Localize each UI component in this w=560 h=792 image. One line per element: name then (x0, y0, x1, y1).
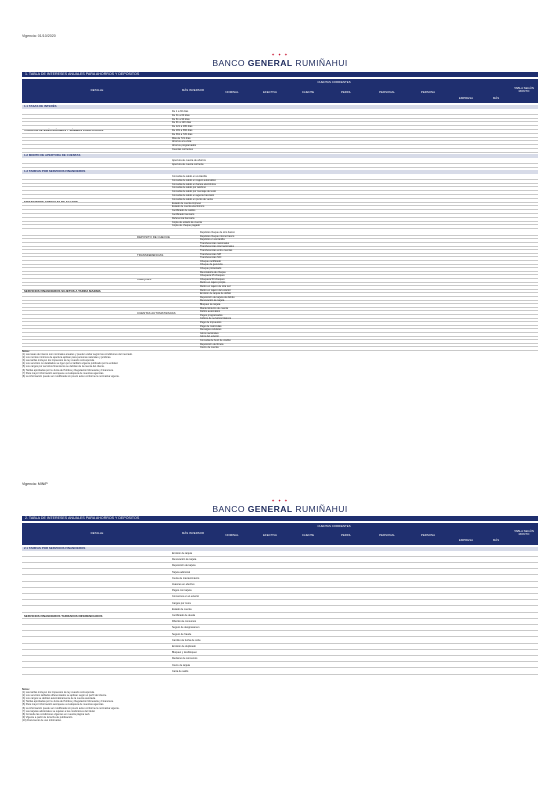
row-label: Consulta de buró de crédito (200, 339, 231, 342)
bank-logo-2 (0, 498, 560, 514)
header-cuentas: CUENTAS CORRIENTES (317, 80, 351, 84)
header-empresa: EMPRESA (458, 538, 474, 542)
row-label: Cuota de mantenimiento (172, 576, 200, 580)
row-label: Cuentas corrientes (172, 148, 193, 151)
table-header-2 (22, 523, 538, 545)
row-label: Cheque protestado (200, 267, 222, 270)
vigencia-label: Vigencia: 01/10/2020 (22, 34, 56, 38)
row-label: Referencia bancaria (172, 216, 195, 220)
note-line: (9) Vigente a partir de la fecha de publicación. (22, 715, 73, 719)
group-label-consulta: FINANCIEROS CONSULTA DE SALDOS (24, 200, 78, 204)
header-persona: PERSONA (420, 90, 436, 94)
header-empresa: EMPRESA (458, 96, 474, 100)
row-label: Diferido de consumos (172, 620, 197, 624)
table-row (22, 664, 538, 669)
note-line: (7) Las tarjetas adicionales se sujetan a las condiciones del titular. (22, 709, 96, 713)
table-title-banner: 1. TABLA DE INTERESES ANUALES PARA AHORROS Y DEPÓSITOS (22, 72, 538, 77)
row-label: Revocatoria de cheque (200, 270, 226, 274)
logo-word-2: GENERAL (247, 504, 293, 514)
header-nominal: NOMINAL (225, 533, 239, 537)
row-label: Seguro de desgravamen (172, 626, 200, 630)
row-label: Consulta de saldo en agente bancario (172, 194, 215, 197)
row-label: Pagos con tarjeta (172, 589, 192, 593)
rows-consulta (22, 175, 538, 229)
header-personal: PERSONAL (379, 533, 395, 537)
table-title-banner-2: 2. TABLA DE INTERESES ANUALES PARA AHORROS Y DEPÓSITOS (22, 516, 538, 521)
row-label: Carta de saldo (172, 669, 189, 673)
section-tasas: 1.1 TASAS DE INTERÉS (22, 105, 538, 109)
row-label: Avances en efectivo (172, 583, 195, 586)
rows-tarifa-maxima (22, 231, 538, 349)
note-line: (1) Las tarifas incluyen los impuestos de ley cuando corresponda. (22, 691, 95, 695)
row-label: Retiro en cajero del exterior (200, 288, 231, 292)
row-label: Estado de cuenta electrónico (172, 205, 205, 209)
row-label: Giros del exterior (200, 335, 220, 339)
row-label: Reclamo de consumos (172, 657, 198, 661)
row-label: Apertura de cuenta de ahorros (172, 159, 206, 162)
row-label: Cheque certificado (200, 259, 221, 263)
row-label: Reposición de tarjeta (172, 564, 196, 568)
row-label: Emisión de tarjeta de débito (200, 292, 231, 296)
logo-word-3: RUMIÑAHUI (295, 58, 348, 68)
row-label: Ahorros a la vista (172, 140, 192, 144)
row-label: Certificado de deuda (172, 614, 196, 617)
header-efectiva: EFECTIVA (263, 533, 277, 537)
row-label: Copia de estado de cuenta (172, 220, 202, 224)
header-cliente: CLIENTE (301, 90, 315, 94)
table-row (22, 602, 538, 607)
header-persona: PERSONA (420, 533, 436, 537)
row-label: Transferencias SCI (200, 256, 222, 260)
row-label: Reposición de tarjeta de débito (200, 295, 235, 299)
note-line: (6) Tarifas aprobadas por la Junta de Política y Regulación Monetaria y Financiera. (22, 368, 114, 372)
rows-tarifados (22, 552, 538, 680)
row-label: Retiro en cajero propio (200, 281, 226, 285)
header-perfil: PERFIL (340, 533, 352, 537)
sub-label-cheques: CHEQUES (137, 277, 152, 281)
table-row (22, 589, 538, 594)
logo-stars-icon: ✦ ✦ ✦ (271, 498, 289, 503)
table-row (22, 564, 538, 569)
row-label: Transferencias SPI (200, 252, 222, 256)
table-row (22, 595, 538, 600)
note-line: (1) Las tasas de interés son nominales anuales y pueden variar según las condiciones del mercado. (22, 353, 133, 357)
table-row (22, 571, 538, 576)
row-label: Pagos programados (200, 313, 223, 317)
page-2 (0, 404, 560, 792)
notes-page-1 (22, 350, 538, 378)
row-label: Giros nacionales (200, 331, 219, 335)
row-label: Copia de cheque pagado (172, 224, 200, 228)
row-label: De 121 a 180 días (172, 125, 193, 129)
row-label: Consumos en el exterior (172, 595, 200, 599)
table-row (22, 670, 538, 675)
notes-page-2 (22, 688, 538, 722)
table-row (22, 626, 538, 631)
row-label: Cargos por mora (172, 601, 191, 605)
section-tarifados: 2.1 TARIFAS POR SERVICIOS FINANCIEROS (22, 547, 538, 551)
header-perfil: PERFIL (340, 90, 352, 94)
row-label: Transferencias entre cuentas (200, 249, 233, 252)
row-label: Certificado bancario (172, 213, 195, 216)
table-row (22, 639, 538, 644)
row-label: Consulta de saldo por teléfono (172, 186, 206, 190)
section-apertura: 1.2 MONTO DE APERTURA DE CUENTAS (22, 154, 538, 158)
row-label: Consulta de saldo por mensaje de texto (172, 190, 217, 194)
header-mas: MÁS (492, 96, 500, 100)
row-label: Débito automático (200, 310, 221, 314)
header-tabla: TABLA SEGÚN MONTO (514, 529, 534, 537)
group-label-tarifados: SERVICIOS FINANCIEROS TARIFADOS DIFERENCIADOS (24, 614, 103, 618)
vigencia-label-2: Vigencia: MIN/P (22, 482, 48, 486)
note-line: (10) Documento de uso informativo. (22, 718, 62, 722)
table-header (22, 79, 538, 103)
section-tarifas: 1.3 TARIFAS POR SERVICIOS FINANCIEROS (22, 170, 538, 174)
row-label: Emisión de tarjeta (172, 552, 193, 555)
logo-stars-icon: ✦ ✦ ✦ (271, 52, 289, 57)
rows-apertura (22, 159, 538, 167)
row-label: Renovación de tarjeta (200, 299, 225, 303)
header-nominal: NOMINAL (225, 90, 239, 94)
row-label: Bloqueo y desbloqueo (172, 651, 197, 655)
row-label: Ahorros programados (172, 144, 197, 148)
table-row (22, 163, 538, 168)
row-label: Estado de cuenta impreso (172, 201, 202, 205)
note-line: (4) Tarifas aprobadas por la Junta de Política y Regulación Monetaria y Financiera. (22, 700, 114, 704)
rows-tasas (22, 110, 538, 152)
row-label: Mantenimiento de cuenta (200, 306, 229, 310)
logo-word-3: RUMIÑAHUI (295, 504, 348, 514)
header-tabla: TABLA SEGÚN MONTO (514, 86, 534, 94)
group-label-tasas: TASAS DE INTERÉS MÁXIMAS Y MÍNIMAS PARA PLAZOS (24, 128, 104, 132)
header-detalle: DETALLE (90, 88, 104, 92)
sub-label-transferencias: TRANSFERENCIAS (137, 253, 164, 257)
table-row (22, 558, 538, 563)
row-label: Depósito cheque de otro banco (200, 231, 235, 234)
note-line: (6) La información puede ser modificada sin previo aviso conforme la normativa vigente. (22, 706, 120, 710)
row-label: Consulta de saldo en ventanilla (172, 175, 207, 178)
row-label: Más de 721 días (172, 136, 191, 140)
note-line: (3) Las tarifas incluyen los impuestos de ley cuando corresponda. (22, 359, 95, 363)
row-label: De 31 a 60 días (172, 113, 190, 117)
table-row (22, 583, 538, 588)
row-label: Pago de matrículas (200, 324, 222, 328)
row-label: Seguro de fraude (172, 632, 192, 636)
header-mas-inversor: MÁS INVERSOR (181, 531, 205, 535)
row-label: Chequera 25 cheques (200, 274, 225, 278)
table-row (22, 577, 538, 582)
note-line: (7) Para mayor información acérquese a cualquiera de nuestras agencias. (22, 371, 105, 375)
table-row (22, 657, 538, 662)
note-line: (8) La información puede ser modificada sin previo aviso conforme la normativa vigente. (22, 374, 120, 378)
table-row (22, 620, 538, 625)
table-row (22, 645, 538, 650)
row-label: Reposición de libreta (200, 342, 224, 346)
table-row (22, 608, 538, 613)
table-row (22, 614, 538, 619)
note-line: (5) Los cargos por servicios financieros se debitan de la cuenta del cliente. (22, 365, 105, 369)
header-cuentas: CUENTAS CORRIENTES (317, 524, 351, 528)
row-label: De 361 a 720 días (172, 132, 193, 136)
table-row (22, 148, 538, 153)
row-label: De 1 a 30 días (172, 110, 189, 113)
table-row (22, 633, 538, 638)
row-label: Transferencias nacionales (200, 241, 230, 245)
table-row (22, 651, 538, 656)
row-label: Consulta de saldo en banca electrónica (172, 182, 216, 186)
row-label: Tarjeta adicional (172, 570, 191, 574)
sub-label-automatizadas: CUENTAS AUTOMATIZADAS (137, 311, 176, 315)
row-label: Apertura de cuenta corriente (172, 162, 204, 166)
note-line: (2) Los montos mínimos de apertura aplican para personas naturales y jurídicas. (22, 356, 112, 360)
header-mas: MÁS (492, 538, 500, 542)
notes-title: Notas: (22, 350, 30, 353)
row-label: Emisión de duplicado (172, 645, 196, 648)
table-row (22, 224, 538, 229)
note-line: (3) Los cargos se debitan automáticamente de la cuenta asociada. (22, 697, 96, 701)
row-label: Renovación de tarjeta (172, 558, 197, 562)
row-label: De 61 a 90 días (172, 117, 190, 121)
table-row (22, 552, 538, 557)
row-label: Recargas celulares (200, 328, 222, 332)
notes-title: Notas: (22, 688, 30, 691)
header-mas-inversor: MÁS INVERSOR (181, 88, 205, 92)
logo-word-1: BANCO (212, 504, 245, 514)
row-label: Cierre de cuenta (200, 346, 219, 350)
group-label-tarifa-maxima: SERVICIOS FINANCIEROS SUJETOS A TARIFA MÁXIMA (24, 289, 101, 293)
row-label: Retiro en cajero de otra red (200, 285, 231, 288)
row-label: Cambio de fecha de corte (172, 638, 201, 642)
row-label: Consulta de saldo en punto de venta (172, 197, 213, 201)
logo-word-2: GENERAL (247, 58, 293, 68)
bank-logo (0, 52, 560, 68)
header-personal: PERSONAL (379, 90, 395, 94)
row-label: Certificado de saldos (172, 209, 196, 213)
row-label: Chequera 50 cheques (200, 277, 225, 281)
header-cliente: CLIENTE (301, 533, 315, 537)
note-line: (8) Consulte las condiciones vigentes en nuestra página web. (22, 712, 91, 716)
row-label: Depósito en ventanilla (200, 238, 225, 242)
note-line: (2) Los servicios tarifados diferenciados se aplican según el perfil del cliente. (22, 694, 107, 698)
note-line: (5) Para mayor información acérquese a cualquiera de nuestras agencias. (22, 703, 105, 707)
row-label: Depósito cheque mismo banco (200, 234, 235, 238)
row-label: Cheque de gerencia (200, 263, 223, 267)
row-label: Cierre de tarjeta (172, 663, 190, 667)
row-label: Consulta de saldo en cajero automático (172, 178, 216, 182)
row-label: Bloqueo de tarjeta (200, 303, 221, 306)
sub-label-deposito: DEPÓSITO DE CHEQUE (137, 235, 170, 239)
header-efectiva: EFECTIVA (263, 90, 277, 94)
note-line: (4) Los servicios no detallados se rigen por el tarifario vigente publicado por la entidad. (22, 362, 119, 366)
row-label: Estado de cuenta (172, 607, 192, 611)
row-label: Cobros de servicios básicos (200, 317, 232, 321)
row-label: De 181 a 360 días (172, 129, 193, 132)
header-detalle: DETALLE (90, 531, 104, 535)
logo-word-1: BANCO (212, 58, 245, 68)
row-label: De 91 a 120 días (172, 121, 192, 125)
row-label: Pago de impuestos (200, 321, 222, 324)
row-label: Transferencias internacionales (200, 245, 234, 249)
